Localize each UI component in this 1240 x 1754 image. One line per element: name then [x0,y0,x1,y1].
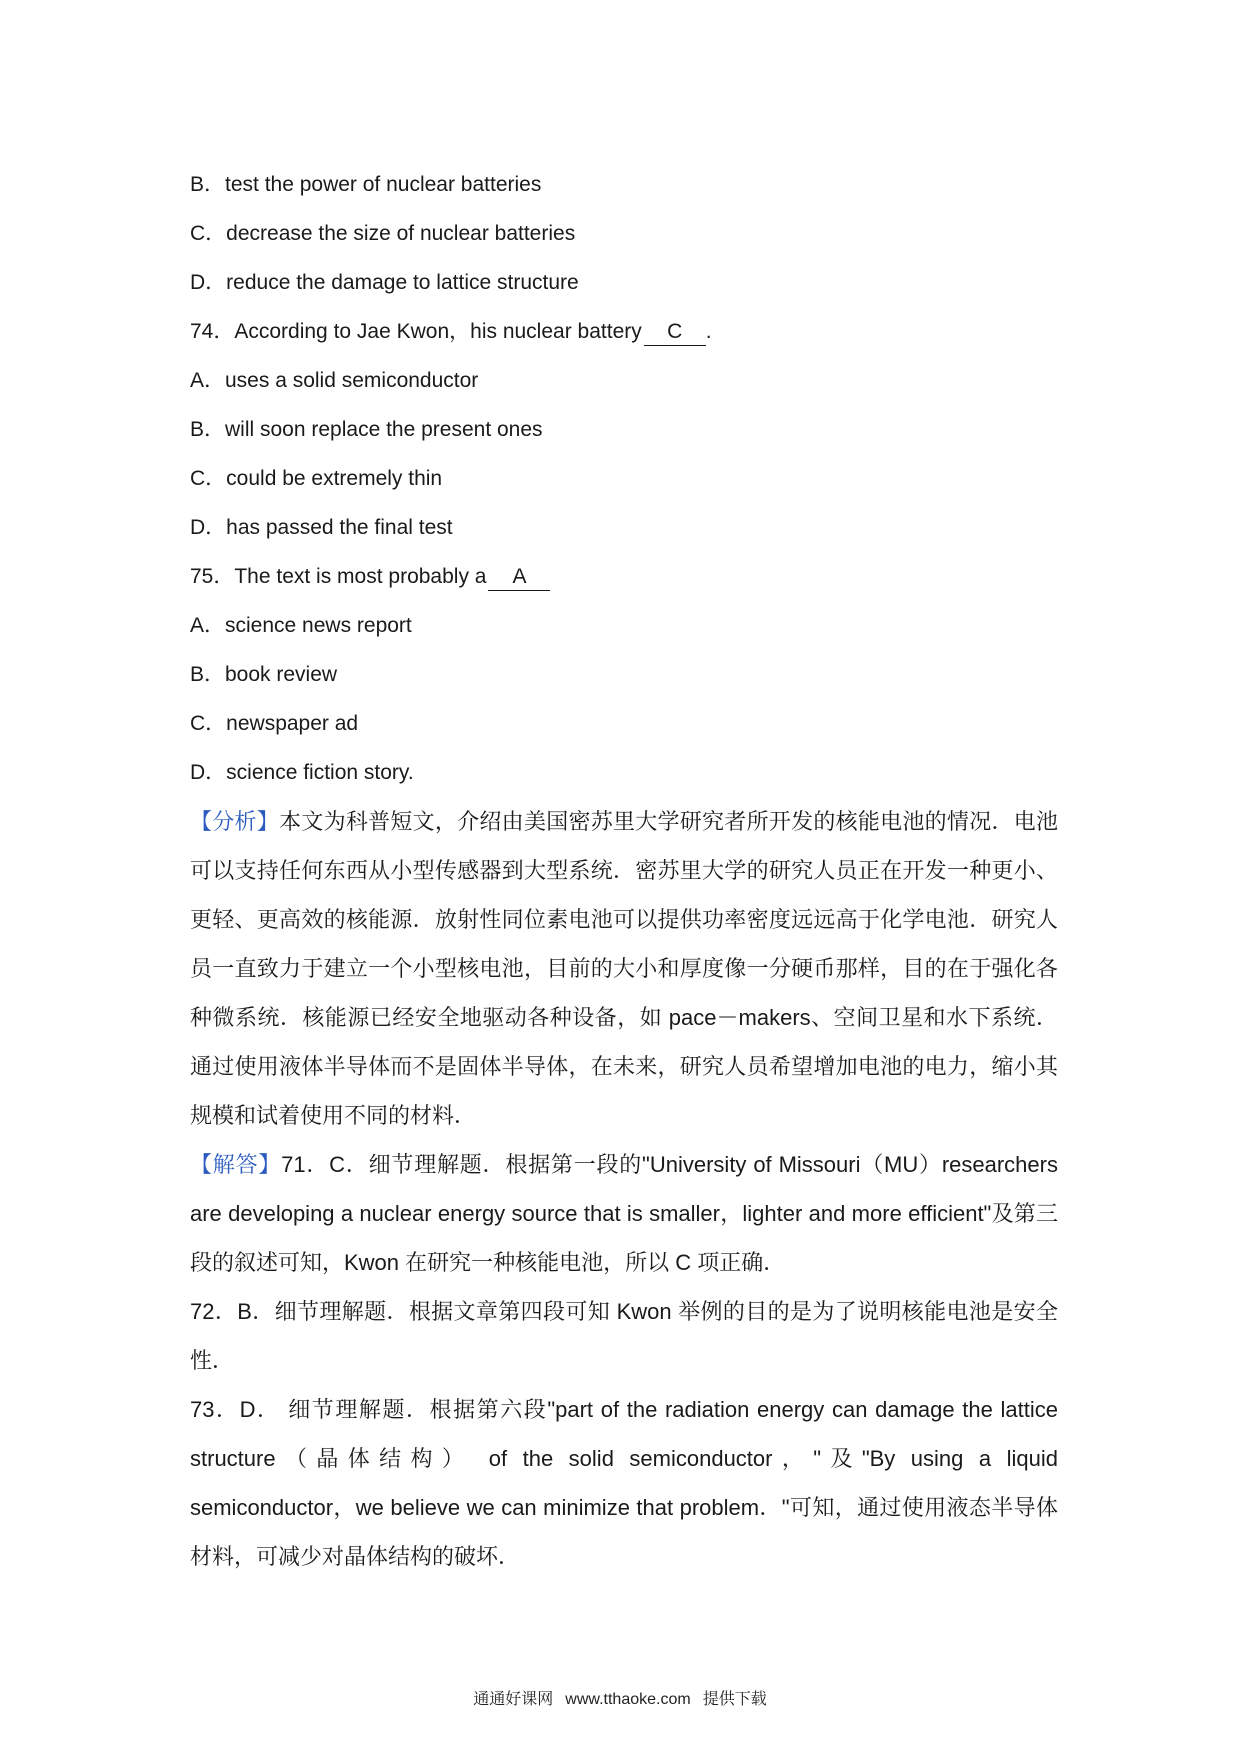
page-content [190,160,1058,1581]
question-75 [190,552,1058,601]
q73-option-c: C．decrease the size of nuclear batteries [190,222,576,245]
question-74-end: . [705,320,712,343]
footer-site-name: 通通好课网 [473,1691,554,1708]
q73-option-d: D．reduce the damage to lattice structure [190,271,579,294]
question-74-stem: 74．According to Jae Kwon，his nuclear battery [190,320,642,343]
analysis-label: 【分析】 [190,809,280,834]
q74-option-d: D．has passed the final test [190,516,453,539]
footer-url: www.tthaoke.com [565,1691,691,1708]
q74-option-c: C．could be extremely thin [190,467,443,490]
q74-option-b: B．will soon replace the present ones [190,418,543,441]
question-74-answer-blank: C [644,319,706,346]
q75-option-c: C．newspaper ad [190,712,359,735]
q74-option-a: A．uses a solid semiconductor [190,369,479,392]
analysis-text: 本文为科普短文，介绍由美国密苏里大学研究者所开发的核能电池的情况．电池可以支持任何东西从小型传感器到大型系统．密苏里大学的研究人员正在开发一种更小、更轻、更高效的核能源．放射性同位素电池可以提供功率密度远远高于化学电池．研究人员一直致力于建立一个小型核电池，目前的大小和厚度像一分硬币那样，目的在于强化各种微系统．核能源已经安全地驱动各种设备，如 pace－makers、空间卫星和水下系统．通过使用液体半导体而不是固体半导体，在未来，研究人员希望增加电池的电力，缩小其规模和试着使用不同的材料． [190,809,1058,1128]
question-75-stem: 75．The text is most probably a [190,565,487,588]
answer-71-paragraph [190,1140,1058,1287]
q75-option-d: D．science fiction story. [190,761,414,784]
question-74 [190,307,1058,356]
answer-label: 【解答】 [190,1152,282,1177]
answer-71-text: 71．C．细节理解题．根据第一段的"University of Missouri（MU）researchers are developing a nuclear energy source that is smaller，lighter and more efficient"及第三段的叙述可知，Kwon 在研究一种核能电池，所以 C 项正确． [190,1152,1058,1275]
q75-option-a: A．science news report [190,614,412,637]
analysis-paragraph [190,797,1058,1140]
answer-73-paragraph: 73．D． 细节理解题．根据第六段"part of the radiation energy can damage the lattice structure（晶体结构） of the solid semiconductor，"及"By using a liquid semiconductor，we believe we can minimize that problem．"可知，通过使用液态半导体材料，可减少对晶体结构的破坏． [190,1397,1058,1569]
answer-72-paragraph: 72．B．细节理解题．根据文章第四段可知 Kwon 举例的目的是为了说明核能电池是安全性． [190,1299,1058,1373]
q73-option-b: B．test the power of nuclear batteries [190,173,542,196]
q75-option-b: B．book review [190,663,338,686]
question-75-answer-blank: A [488,564,550,591]
footer-note: 提供下载 [702,1691,767,1708]
page-footer [0,1686,1240,1709]
